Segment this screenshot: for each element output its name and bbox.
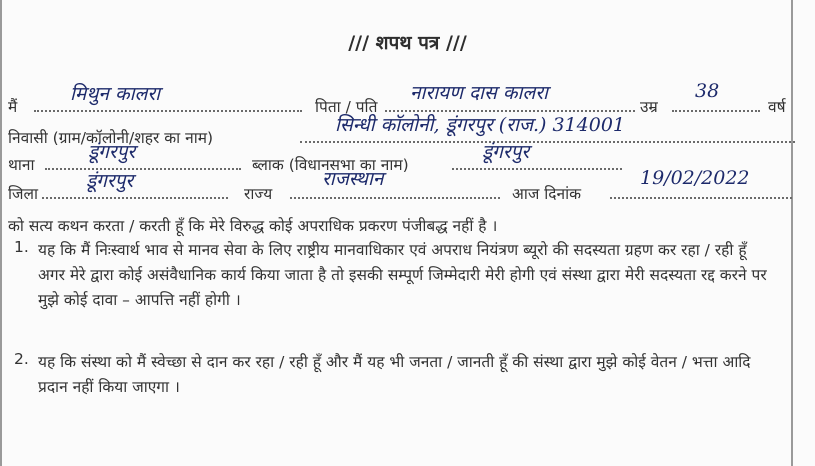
- label-main: मैं: [8, 98, 18, 116]
- age-dotted-line: [672, 110, 760, 112]
- block-handwritten: डूंगरपुर: [482, 141, 530, 163]
- page-right-border: [791, 0, 793, 466]
- state-handwritten: राजस्थान: [322, 168, 384, 190]
- label-resident: निवासी (ग्राम/कॉलोनी/शहर का नाम): [8, 129, 214, 147]
- label-district: जिला: [8, 185, 39, 203]
- name-handwritten: मिथुन कालरा: [70, 83, 161, 105]
- label-block: ब्लाक (विधानसभा का नाम): [252, 156, 409, 174]
- thana-dotted-line: [45, 168, 241, 170]
- page-left-border: [0, 0, 2, 466]
- state-dotted-line: [290, 197, 500, 199]
- clause-1-text: यह कि मैं निःस्वार्थ भाव से मानव सेवा के लिए राष्ट्रीय मानवाधिकार एवं अपराध नियंत्रण ब्यूरो की सदस्यता ग्रहण कर रहा / रही हूँ अगर मेरे द्वारा कोई असंवैधानिक कार्य किया जाता है तो इसकी सम्पूर्ण जिम्मेदारी मेरी होगी एवं संस्था द्वारा मेरी सदस्यता रद्द करने पर मुझे कोई दावा – आपत्ति नहीं होगी ।: [38, 241, 767, 309]
- label-father: पिता / पति: [315, 98, 378, 116]
- district-handwritten: डूंगरपुर: [86, 170, 134, 192]
- address-handwritten: सिन्धी कॉलोनी, डूंगरपुर (राज.) 314001: [335, 114, 625, 136]
- label-date: आज दिनांक: [512, 185, 582, 203]
- clause-2-number: 2.: [14, 350, 29, 368]
- thana-handwritten: डूंगरपुर: [88, 141, 136, 163]
- statement-text: को सत्य कथन करता / करती हूँ कि मेरे विरुद्ध कोई अपराधिक प्रकरण पंजीबद्ध नहीं है ।: [8, 217, 498, 235]
- clause-1-number: 1.: [14, 238, 29, 256]
- address-dotted-line: [300, 141, 795, 143]
- document-title: /// शपथ पत्र ///: [348, 32, 467, 54]
- name-dotted-line: [34, 110, 302, 112]
- district-dotted-line: [42, 197, 228, 199]
- age-handwritten: 38: [695, 80, 720, 102]
- label-years: वर्ष: [768, 98, 786, 116]
- father-name-handwritten: नारायण दास कालरा: [410, 82, 548, 104]
- label-age: उम्र: [640, 98, 658, 116]
- clause-2-text: यह कि संस्था को मैं स्वेच्छा से दान कर रहा / रही हूँ और मैं यह भी जनता / जानती हूँ की संस्था द्वारा मुझे कोई वेतन / भत्ता आदि प्रदान नहीं किया जाएगा ।: [38, 353, 751, 396]
- label-state: राज्य: [244, 185, 273, 203]
- date-dotted-line: [610, 197, 792, 199]
- date-handwritten: 19/02/2022: [640, 167, 750, 189]
- block-dotted-line: [452, 168, 622, 170]
- label-thana: थाना: [8, 156, 35, 174]
